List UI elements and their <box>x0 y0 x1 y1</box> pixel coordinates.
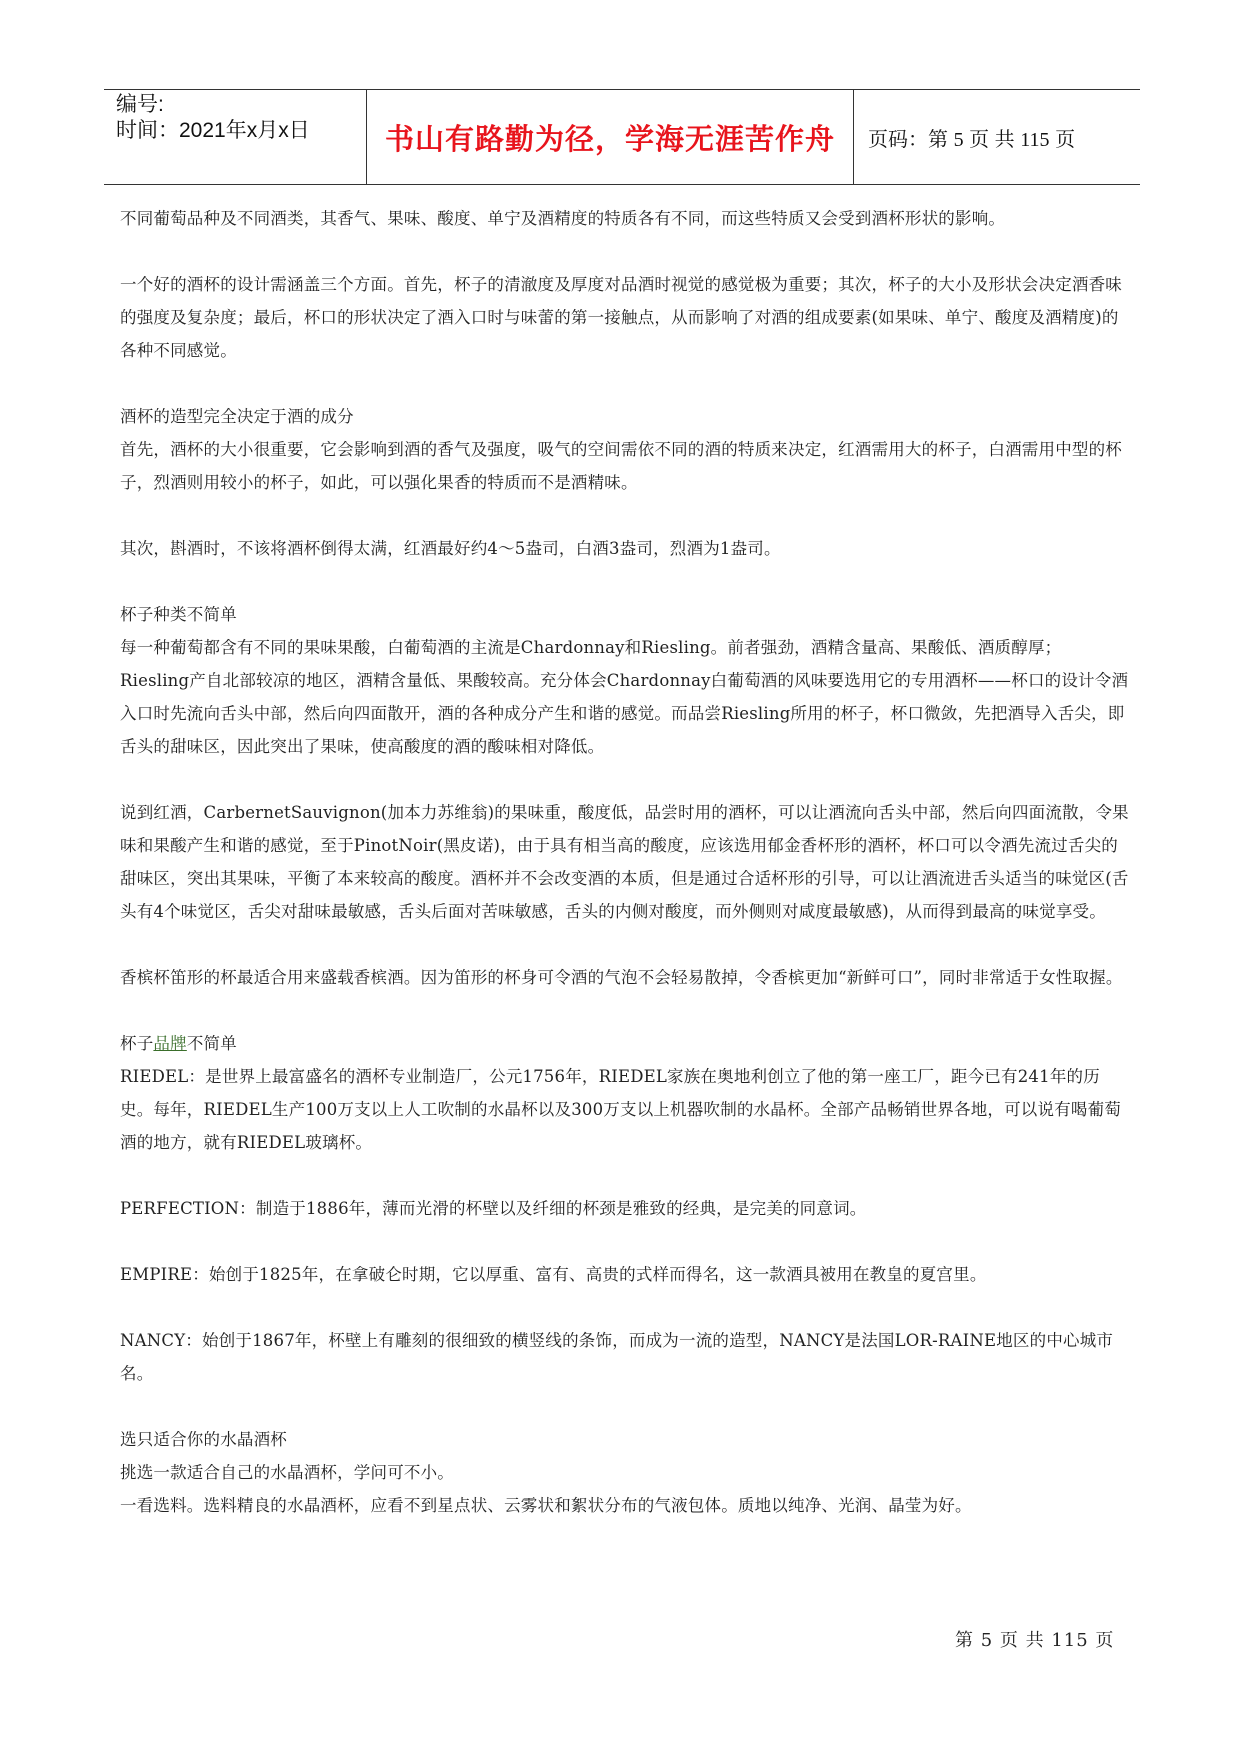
paragraph: RIEDEL：是世界上最富盛名的酒杯专业制造厂，公元1756年，RIEDEL家族在奥地利创立了他的第一座工厂，距今已有241年的历史。每年，RIEDEL生产100万支以上人工吹制的水晶杯以及300万支以上机器吹制的水晶杯。全部产品畅销世界各地，可以说有喝葡萄酒的地方，就有RIEDEL玻璃杯。 <box>120 1067 1122 1152</box>
document-body <box>120 202 1130 1522</box>
paragraph: 香槟杯笛形的杯最适合用来盛载香槟酒。因为笛形的杯身可令酒的气泡不会轻易散掉，令香槟更加“新鲜可口”，同时非常适于女性取握。 <box>120 968 1123 987</box>
page-prefix: 页码：第 <box>868 128 948 151</box>
page-suffix: 页 <box>1055 128 1076 151</box>
document-header <box>104 89 1140 185</box>
section-heading: 杯子种类不简单 <box>120 605 237 624</box>
document-number-label: 编号: <box>116 93 164 116</box>
paragraph: NANCY：始创于1867年，杯壁上有雕刻的很细致的横竖线的条饰，而成为一流的造型，NANCY是法国LOR-RAINE地区的中心城市名。 <box>120 1331 1114 1383</box>
header-page-info <box>868 123 1075 152</box>
header-motto-cell <box>366 90 854 184</box>
page-mid: 页 共 <box>969 128 1015 151</box>
paragraph: EMPIRE：始创于1825年，在拿破仑时期，它以厚重、富有、高贵的式样而得名，这一款酒具被用在教皇的夏宫里。 <box>120 1265 987 1284</box>
brand-link[interactable]: 品牌 <box>153 1034 187 1053</box>
header-page-cell <box>854 90 1140 184</box>
paragraph: 挑选一款适合自己的水晶酒杯，学问可不小。 <box>120 1463 454 1482</box>
page-number: 5 <box>953 128 964 151</box>
section-heading <box>120 1027 1130 1060</box>
page-total: 115 <box>1020 128 1050 151</box>
document-time: 时间：2021年x月x日 <box>116 119 310 142</box>
paragraph: 其次，斟酒时，不该将酒杯倒得太满，红酒最好约4～5盎司，白酒3盎司，烈酒为1盎司。 <box>120 539 781 558</box>
header-meta <box>104 90 366 184</box>
heading-text: 杯子 <box>120 1034 154 1053</box>
header-motto: 书山有路勤为径，学海无涯苦作舟 <box>384 121 835 156</box>
section-heading: 酒杯的造型完全决定于酒的成分 <box>120 407 354 426</box>
paragraph: 不同葡萄品种及不同酒类，其香气、果味、酸度、单宁及酒精度的特质各有不同，而这些特质又会受到酒杯形状的影响。 <box>120 209 1006 228</box>
paragraph: PERFECTION：制造于1886年，薄而光滑的杯壁以及纤细的杯颈是雅致的经典，是完美的同意词。 <box>120 1199 867 1218</box>
paragraph: 一看选料。选料精良的水晶酒杯，应看不到星点状、云雾状和絮状分布的气液包体。质地以纯净、光润、晶莹为好。 <box>120 1496 972 1515</box>
paragraph: 说到红酒，CarbernetSauvignon(加本力苏维翁)的果味重，酸度低，品尝时用的酒杯，可以让酒流向舌头中部，然后向四面流散，令果味和果酸产生和谐的感觉，至于PinotNoir(黑皮诺)，由于具有相当高的酸度，应该选用郁金香杯形的酒杯，杯口可以令酒先流过舌尖的甜味区，突出其果味，平衡了本来较高的酸度。酒杯并不会改变酒的本质，但是通过合适杯形的引导，可以让酒流进舌头适当的味觉区(舌头有4个味觉区，舌尖对甜味最敏感，舌头后面对苦味敏感，舌头的内侧对酸度，而外侧则对咸度最敏感)，从而得到最高的味觉享受。 <box>120 803 1129 921</box>
paragraph: 一个好的酒杯的设计需涵盖三个方面。首先，杯子的清澈度及厚度对品酒时视觉的感觉极为重要；其次，杯子的大小及形状会决定酒香味的强度及复杂度；最后，杯口的形状决定了酒入口时与味蕾的第一接触点，从而影响了对酒的组成要素(如果味、单宁、酸度及酒精度)的各种不同感觉。 <box>120 275 1122 360</box>
section-heading: 选只适合你的水晶酒杯 <box>120 1430 287 1449</box>
paragraph: 首先，酒杯的大小很重要，它会影响到酒的香气及强度，吸气的空间需依不同的酒的特质来决定，红酒需用大的杯子，白酒需用中型的杯子，烈酒则用较小的杯子，如此，可以强化果香的特质而不是酒精味。 <box>120 440 1122 492</box>
page-footer: 第 5 页 共 115 页 <box>955 1630 1115 1651</box>
paragraph: 每一种葡萄都含有不同的果味果酸，白葡萄酒的主流是Chardonnay和Riesling。前者强劲，酒精含量高、果酸低、酒质醇厚；Riesling产自北部较凉的地区，酒精含量低、果酸较高。充分体会Chardonnay白葡萄酒的风味要选用它的专用酒杯——杯口的设计令酒入口时先流向舌头中部，然后向四面散开，酒的各种成分产生和谐的感觉。而品尝Riesling所用的杯子，杯口微敛，先把酒导入舌尖，即舌头的甜味区，因此突出了果味，使高酸度的酒的酸味相对降低。 <box>120 638 1129 756</box>
heading-text: 不简单 <box>186 1034 237 1053</box>
